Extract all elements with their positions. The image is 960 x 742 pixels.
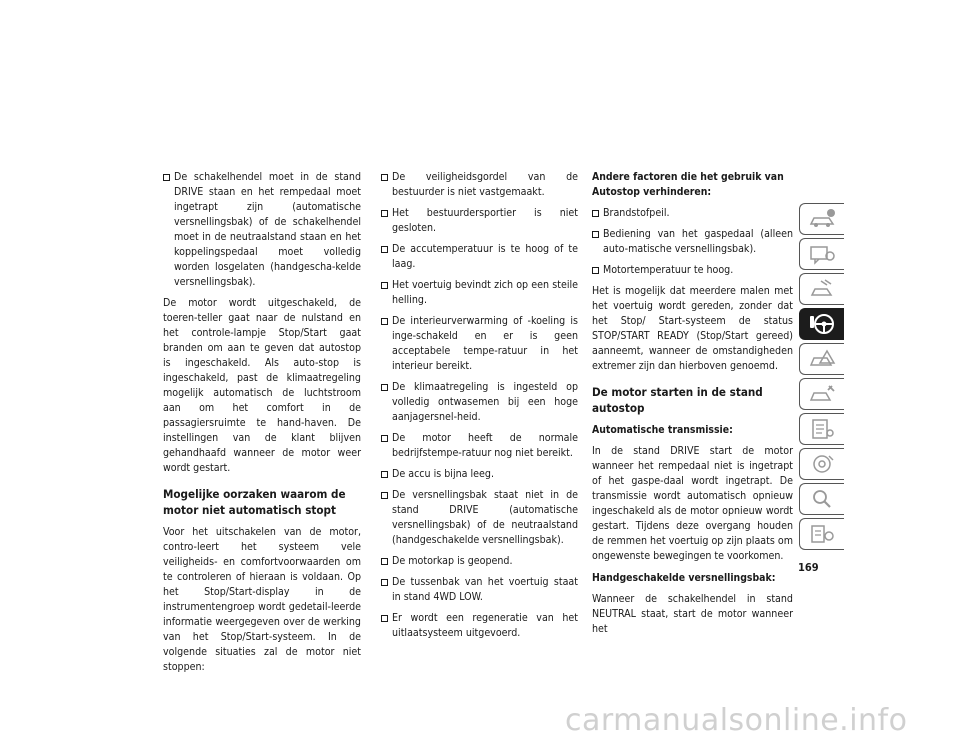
maintenance-list-icon (807, 417, 837, 441)
bullet-item: De klimaatregeling is ingesteld op volledig ontwasemen bij een hoge aanjagersnel-heid. (381, 380, 578, 425)
tab-chapter-2[interactable] (799, 238, 844, 270)
bullet-item: De tussenbak van het voertuig staat in stand 4WD LOW. (381, 575, 578, 605)
subheading: Andere factoren die het gebruik van Autostop verhinderen: (592, 171, 784, 198)
paragraph: De motor wordt uitgeschakeld, de toeren-teller gaat naar de nulstand en het controle-lampje Stop/Start gaat branden om aan te geven dat autostop is ingeschakeld. Als auto-stop is ingeschakeld, past de klimaatregeling mogelijk automatisch de luchtstroom aan om het comfort in de passagiersruimte te hand-haven. De instellingen van de klant blijven gehandhaafd wanneer de motor weer wordt gestart. (163, 297, 361, 474)
bullet-item: De interieurverwarming of -koeling is inge-schakeld en er is geen acceptabele tempe-ratuur in het interieur bereikt. (381, 314, 578, 374)
column-middle (381, 170, 578, 647)
paragraph: Voor het uitschakelen van de motor, contro-leert het systeem vele veiligheids- en comfortvoorwaarden om te controleren of hieraan is voldaan. Op het Stop/Start-display in de instrumentengroep wordt gedetail-leerde informatie weergegeven over de werking van het Stop/Start-systeem. In de volgende situaties zal de motor niet stoppen: (163, 526, 361, 673)
paragraph: Het is mogelijk dat meerdere malen met het voertuig wordt gereden, zonder dat het Stop/ Start-systeem de status STOP/START READY (Stop/Start gereed) aanneemt, wanneer de omstandigheden extremer zijn dan hierboven genoemd. (592, 285, 793, 372)
tab-chapter-4[interactable] (799, 308, 844, 340)
bullet-item: Het voertuig bevindt zich op een steile helling. (381, 278, 578, 308)
bullet-item: De versnellingsbak staat niet in de stand DRIVE (automatische versnellingsbak) of de neutraalstand (handgeschakelde versnellingsbak). (381, 488, 578, 548)
page-number: 169 (798, 561, 819, 574)
car-safety-icon (807, 347, 837, 371)
subheading: Automatische transmissie: (592, 424, 733, 436)
tab-chapter-8[interactable] (799, 448, 844, 480)
tab-chapter-6[interactable] (799, 378, 844, 410)
tab-chapter-9[interactable] (799, 483, 844, 515)
bullet-item: Het bestuurdersportier is niet gesloten. (381, 206, 578, 236)
language-index-icon (807, 522, 837, 546)
bullet-item: Brandstofpeil. (592, 206, 793, 221)
bullet-item: De veiligheidsgordel van de bestuurder is niet vastgemaakt. (381, 170, 578, 200)
section-heading: Mogelijke oorzaken waarom de motor niet automatisch stopt (163, 487, 346, 517)
tab-chapter-10[interactable] (799, 518, 844, 550)
bullet-item: De accutemperatuur is te hoog of te laag. (381, 242, 578, 272)
bullet-item: De schakelhendel moet in de stand DRIVE staan en het rempedaal moet ingetrapt zijn (automatische versnellingsbak) of de schakelhendel moet in de neutraalstand staan en het koppelingspedaal moet volledig worden losgelaten (handgescha-kelde versnellingsbak). (163, 170, 361, 290)
subheading: Handgeschakelde versnellingsbak: (592, 572, 776, 584)
bullet-item: De accu is bijna leeg. (381, 467, 578, 482)
car-info-icon (807, 207, 837, 231)
section-heading: De motor starten in de stand autostop (592, 385, 763, 415)
search-magnifier-icon (807, 487, 837, 511)
steering-wheel-icon (807, 312, 837, 336)
tab-chapter-7[interactable] (799, 413, 844, 445)
watermark: carmanualsonline.info (565, 703, 908, 738)
tab-chapter-1[interactable] (799, 203, 844, 235)
multimedia-icon (807, 452, 837, 476)
paragraph: Wanneer de schakelhendel in stand NEUTRAL staat, start de motor wanneer het (592, 593, 793, 635)
tab-chapter-5[interactable] (799, 343, 844, 375)
dashboard-message-icon (807, 242, 837, 266)
bullet-item: De motorkap is geopend. (381, 554, 578, 569)
bullet-item: De motor heeft de normale bedrijfstempe-ratuur nog niet bereikt. (381, 431, 578, 461)
column-left (163, 170, 361, 682)
car-service-icon (807, 382, 837, 406)
bullet-item: Motortemperatuur te hoog. (592, 263, 793, 278)
bullet-item: Bediening van het gaspedaal (alleen auto-matische versnellingsbak). (592, 227, 793, 257)
car-controls-icon (807, 277, 837, 301)
paragraph: In de stand DRIVE start de motor wanneer het rempedaal niet is ingetrapt of het gaspe-daal wordt ingetrapt. De transmissie wordt automatisch opnieuw ingeschakeld als de motor opnieuw wordt gestart. Tijdens deze overgang houden de remmen het voertuig op zijn plaats om ongewenste bewegingen te voorkomen. (592, 445, 793, 562)
bullet-item: Er wordt een regeneratie van het uitlaatsysteem uitgevoerd. (381, 611, 578, 641)
tab-chapter-3[interactable] (799, 273, 844, 305)
column-right (592, 170, 793, 644)
